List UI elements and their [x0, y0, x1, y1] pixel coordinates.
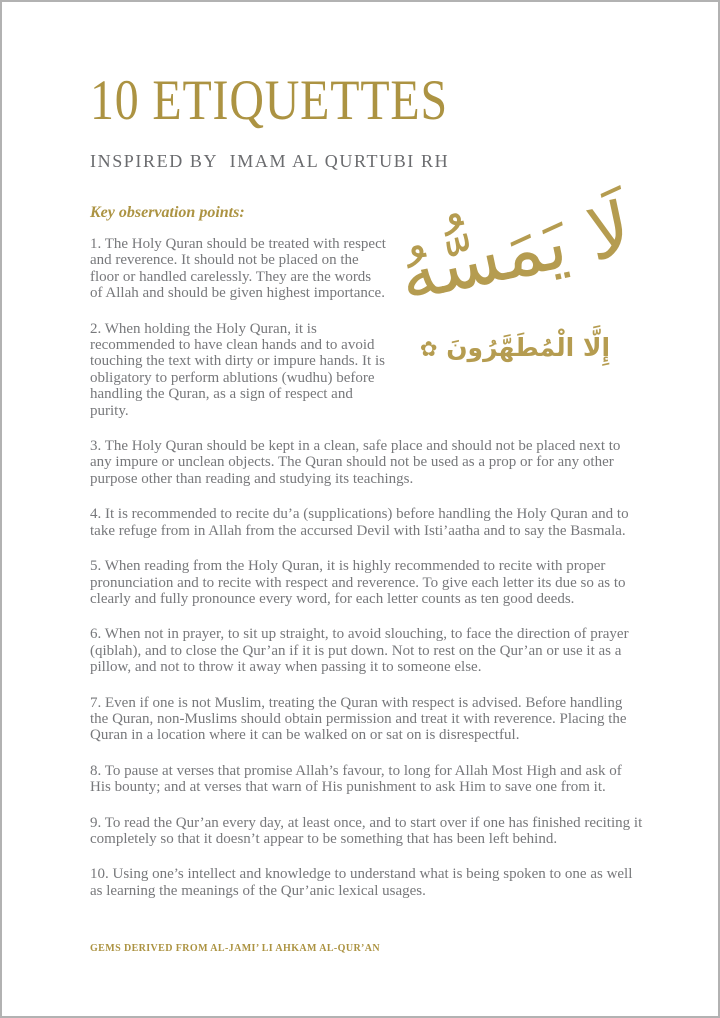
key-points-column [90, 204, 386, 438]
arabic-calligraphy-main: لَا يَمَسُّهُ [391, 185, 639, 319]
page-subtitle: INSPIRED BY IMAM AL QURTUBI RH [90, 151, 450, 171]
etiquette-point-9: 9. To read the Qur’an every day, at least once, and to start over if one has finished reciting it completely so that it doesn’t appear to be something that has been left behind. [90, 814, 643, 847]
etiquette-point-2: 2. When holding the Holy Quran, it is recommended to have clean hands and to avoid touching the text with dirty or impure hands. It is obligatory to perform ablutions (wudhu) before handling the Quran, as a sign of respect and purity. [90, 320, 385, 419]
key-observation-heading: Key observation points: [90, 204, 245, 221]
two-column-section [90, 185, 644, 438]
calligraphy-column [386, 185, 644, 438]
etiquette-point-4: 4. It is recommended to recite du’a (supplications) before handling the Holy Quran and to take refuge from in Allah from the accursed Devil with Isti’aatha and to say the Basmala. [90, 506, 629, 539]
etiquette-point-8: 8. To pause at verses that promise Allah’s favour, to long for Allah Most High and ask of His bounty; and at verses that warn of His punishment to ask Him to save one from it. [90, 762, 622, 796]
verse-rosette-icon: ✿ [419, 337, 438, 362]
etiquette-point-5: 5. When reading from the Holy Quran, it is highly recommended to recite with proper pronunciation and to recite with respect and reverence. To give each letter its due so as to clearly and fully pronounce every word, for each letter counts as ten good deeds. [90, 558, 626, 607]
etiquette-point-3: 3. The Holy Quran should be kept in a clean, safe place and should not be placed next to any impure or unclean objects. The Quran should not be used as a prop or for any other purpose other than reading and studying its teachings. [90, 438, 621, 487]
footer-credit: GEMS DERIVED FROM AL-JAMI’ LI AHKAM AL-QUR’AN [90, 943, 381, 954]
poster-content [2, 2, 718, 899]
arabic-verse-text: إِلَّا الْمُطَهَّرُونَ [446, 333, 611, 363]
etiquette-point-7: 7. Even if one is not Muslim, treating the Quran with respect is advised. Before handling the Quran, non-Muslims should obtain permission and treat it with reverence. Placing the Quran in a location where it can be walked on or sat on is disrespectful. [90, 694, 627, 744]
arabic-calligraphy [386, 185, 644, 363]
etiquette-point-10: 10. Using one’s intellect and knowledge to understand what is being spoken to one as well as learning the meanings of the Qur’anic lexical usages. [90, 866, 633, 899]
etiquette-point-6: 6. When not in prayer, to sit up straight, to avoid slouching, to face the direction of prayer (qiblah), and to close the Qur’an if it is put down. Not to rest on the Qur’an or use it as a pillow, and not to throw it away when passing it to someone else. [90, 626, 629, 676]
etiquette-point-1: 1. The Holy Quran should be treated with respect and reverence. It should not be placed on the floor or handled carelessly. They are the words of Allah and should be given highest importance. [90, 236, 386, 302]
arabic-calligraphy-secondary [386, 333, 644, 362]
page-title: 10 ETIQUETTES [90, 69, 448, 132]
